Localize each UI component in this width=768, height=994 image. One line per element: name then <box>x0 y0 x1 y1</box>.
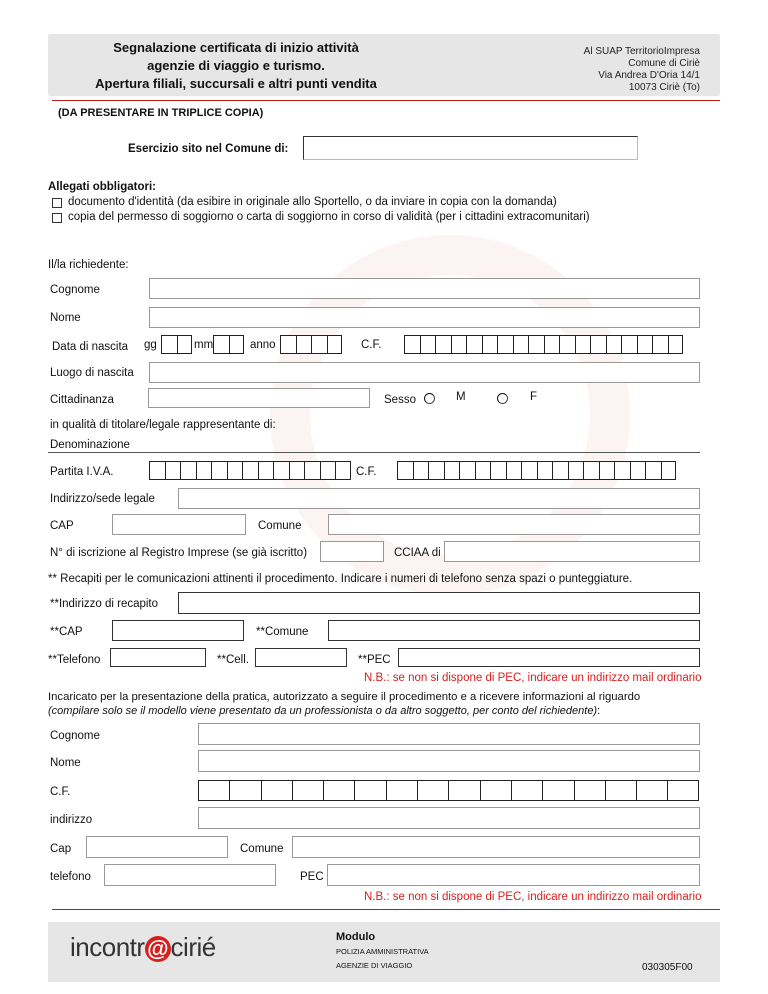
incaricato-pec-label: PEC <box>300 871 324 883</box>
anno-cells[interactable] <box>280 335 342 354</box>
cf-cells[interactable] <box>404 335 683 354</box>
nome-input[interactable] <box>149 307 700 328</box>
footer-divider <box>52 909 720 910</box>
cciaa-input[interactable] <box>444 541 700 562</box>
piva-label: Partita I.V.A. <box>50 466 114 478</box>
modulo-label: Modulo <box>336 931 376 943</box>
esercizio-comune-input[interactable] <box>303 136 638 160</box>
luogo-nascita-label: Luogo di nascita <box>50 367 134 379</box>
incaricato-telefono-label: telefono <box>50 871 91 883</box>
sesso-m-label: M <box>456 391 466 403</box>
pec-note: N.B.: se non si dispone di PEC, indicare un indirizzo mail ordinario <box>364 672 702 684</box>
cittadinanza-input[interactable] <box>148 388 370 408</box>
incaricato-cap-label: Cap <box>50 843 72 855</box>
incaricato-comune-label: Comune <box>240 843 284 855</box>
gg-cells[interactable] <box>161 335 192 354</box>
recapito-indirizzo-input[interactable] <box>178 592 700 614</box>
gg-label: gg <box>144 339 157 351</box>
modulo-area: POLIZIA AMMINISTRATIVA <box>336 947 429 956</box>
denominazione-line[interactable] <box>48 452 700 453</box>
allegati-title: Allegati obbligatori: <box>48 181 156 193</box>
anno-label: anno <box>250 339 276 351</box>
cf-label: C.F. <box>361 339 382 351</box>
allegato-documento-label: documento d'identità (da esibire in originale allo Sportello, o da inviare in copia con la domanda) <box>68 196 557 208</box>
cittadinanza-label: Cittadinanza <box>50 394 114 406</box>
esercizio-label: Esercizio sito nel Comune di: <box>128 143 289 155</box>
form-title: Segnalazione certificata di inizio attività agenzie di viaggio e turismo. Apertura filiali, succursali e altri punti vendita <box>95 40 377 91</box>
data-nascita-label: Data di nascita <box>52 341 129 353</box>
incaricato-comune-input[interactable] <box>292 836 700 858</box>
incaricato-cap-input[interactable] <box>86 836 228 858</box>
comune-label: Comune <box>258 520 302 532</box>
pec-input[interactable] <box>398 648 700 667</box>
recapito-cap-input[interactable] <box>112 620 244 641</box>
incaricato-telefono-input[interactable] <box>104 864 276 886</box>
qualita-label: in qualità di titolare/legale rappresentante di: <box>50 419 276 431</box>
modulo-type: AGENZIE DI VIAGGIO <box>336 961 413 970</box>
piva-cells[interactable] <box>149 461 351 480</box>
cciaa-label: CCIAA di <box>394 547 441 559</box>
indirizzo-sede-label: Indirizzo/sede legale <box>50 493 155 505</box>
allegato-permesso-label: copia del permesso di soggiorno o carta di soggiorno in corso di validità (per i cittadini extracomunitari) <box>68 211 590 223</box>
luogo-nascita-input[interactable] <box>149 362 700 383</box>
cell-input[interactable] <box>255 648 347 667</box>
registro-imprese-label: N° di iscrizione al Registro Imprese (se già iscritto) <box>50 547 308 559</box>
sesso-label: Sesso <box>384 394 416 406</box>
incaricato-cf-cells[interactable] <box>198 780 699 801</box>
recapito-indirizzo-label: **Indirizzo di recapito <box>50 598 159 610</box>
comune-input[interactable] <box>328 514 700 535</box>
recapito-comune-input[interactable] <box>328 620 700 641</box>
recapito-comune-label: **Comune <box>256 626 309 638</box>
telefono-label: **Telefono <box>48 654 101 666</box>
incaricato-nome-label: Nome <box>50 757 81 769</box>
telefono-input[interactable] <box>110 648 206 667</box>
sesso-f-label: F <box>530 391 538 403</box>
mm-label: mm <box>194 339 214 351</box>
recapiti-note: ** Recapiti per le comunicazioni attinenti il procedimento. Indicare i numeri di telefono senza spazi o punteggiature. <box>48 573 633 585</box>
incaricato-intro-note: (compilare solo se il modello viene presentato da un professionista o da altro soggetto, per conto del richiedente): <box>48 705 601 717</box>
impresa-cf-cells[interactable] <box>397 461 676 480</box>
mm-cells[interactable] <box>213 335 244 354</box>
cognome-input[interactable] <box>149 278 700 299</box>
registro-imprese-input[interactable] <box>320 541 384 562</box>
incaricato-intro: Incaricato per la presentazione della pratica, autorizzato a seguire il procedimento e a ricevere informazioni al riguardo <box>48 691 641 703</box>
allegato-documento-checkbox[interactable] <box>52 198 62 208</box>
incaricato-nome-input[interactable] <box>198 750 700 772</box>
cognome-label: Cognome <box>50 284 100 296</box>
incaricato-cf-label: C.F. <box>50 786 71 798</box>
indirizzo-sede-input[interactable] <box>178 488 700 509</box>
incaricato-indirizzo-input[interactable] <box>198 807 700 829</box>
incaricato-cognome-label: Cognome <box>50 730 100 742</box>
impresa-cf-label: C.F. <box>356 466 377 478</box>
recipient-address: Al SUAP TerritorioImpresa Comune di Ciriè Via Andrea D'Oria 14/1 10073 Ciriè (To) <box>583 46 700 93</box>
sesso-f-radio[interactable] <box>497 393 508 404</box>
incaricato-cognome-input[interactable] <box>198 723 700 745</box>
form-header <box>48 34 720 96</box>
denominazione-label: Denominazione <box>50 439 130 451</box>
modulo-code: 030305F00 <box>642 962 693 973</box>
copy-note: (DA PRESENTARE IN TRIPLICE COPIA) <box>58 107 264 119</box>
incaricato-indirizzo-label: indirizzo <box>50 814 93 826</box>
cell-label: **Cell. <box>217 654 249 666</box>
incaricato-pec-input[interactable] <box>327 864 700 886</box>
cap-input[interactable] <box>112 514 246 535</box>
allegato-permesso-checkbox[interactable] <box>52 213 62 223</box>
richiedente-title: Il/la richiedente: <box>48 259 129 271</box>
cap-label: CAP <box>50 520 74 532</box>
pec-label: **PEC <box>358 654 391 666</box>
form-footer <box>48 922 720 982</box>
incontra-cirie-logo: incontr @cirié <box>70 932 216 962</box>
recapito-cap-label: **CAP <box>50 626 83 638</box>
header-divider <box>52 100 720 101</box>
nome-label: Nome <box>50 312 81 324</box>
incaricato-pec-note: N.B.: se non si dispone di PEC, indicare un indirizzo mail ordinario <box>364 891 702 903</box>
sesso-m-radio[interactable] <box>424 393 435 404</box>
